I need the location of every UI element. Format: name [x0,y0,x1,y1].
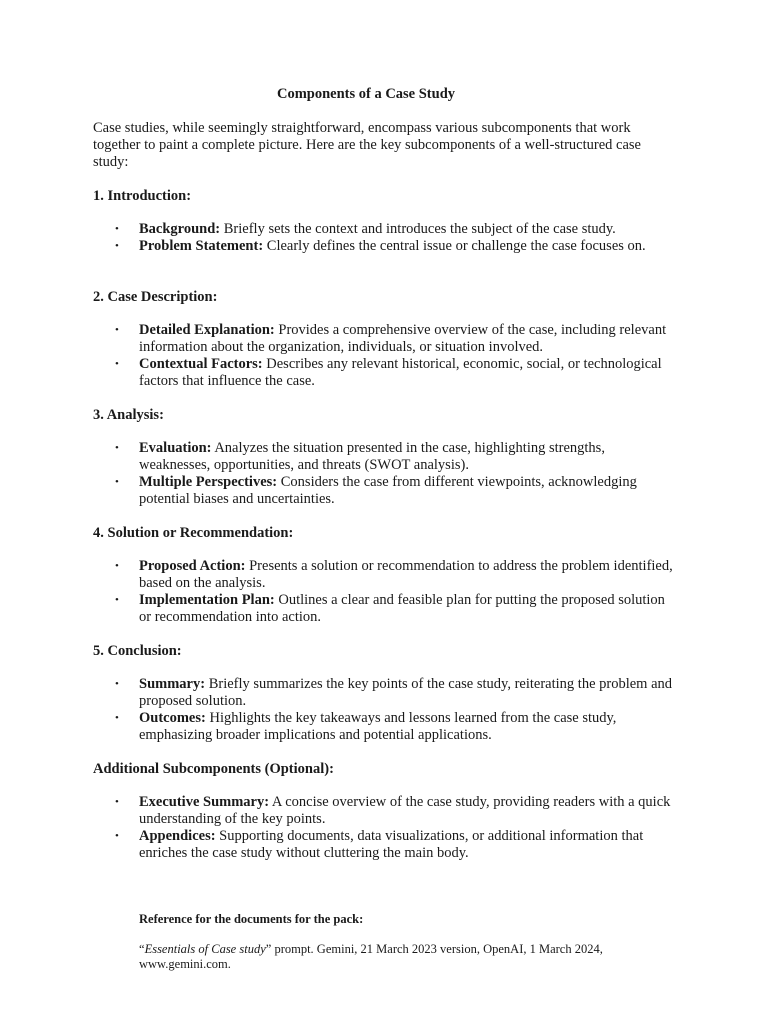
item-term: Executive Summary: [139,794,270,810]
item-term: Problem Statement: [139,238,264,254]
item-term: Proposed Action: [139,558,246,574]
citation-rest: prompt. Gemini, 21 March 2023 version, OpenAI, 1 March 2024, www.gemini.com. [139,942,603,971]
item-text: Provides a comprehensive overview of the case, including relevant information about the organization, individuals, or situation involved. [139,322,667,355]
bullet-icon: • [115,240,119,252]
item-text: Presents a solution or recommendation to address the problem identified, based on the analysis. [139,558,673,591]
list-item [115,440,679,474]
item-text: Briefly sets the context and introduces the subject of the case study. [220,221,616,237]
section-heading: 1. Introduction: [93,188,192,204]
bullet-icon: • [115,358,119,370]
item-text: A concise overview of the case study, providing readers with a quick understanding of the key points. [139,794,671,827]
bullet-icon: • [115,712,119,724]
item-text: Considers the case from different viewpoints, acknowledging potential biases and uncertainties. [139,474,637,507]
list-item [115,592,679,626]
bullet-icon: • [115,476,119,488]
close-quote: ” [265,942,272,956]
item-text: Highlights the key takeaways and lessons learned from the case study, emphasizing broader implications and potential applications. [139,710,617,743]
section-list [115,221,679,255]
item-term: Background: [139,221,221,237]
item-term: Multiple Perspectives: [139,474,278,490]
list-item [115,474,679,508]
item-term: Appendices: [139,828,216,844]
list-item [115,356,679,390]
item-text: Analyzes the situation presented in the case, highlighting strengths, weaknesses, opportunities, and threats (SWOT analysis). [139,440,605,473]
section-list [115,558,679,626]
list-item [115,676,679,710]
list-item [115,710,679,744]
item-term: Detailed Explanation: [139,322,275,338]
item-text: Clearly defines the central issue or challenge the case focuses on. [263,238,646,254]
section-list [115,440,679,508]
section-heading: 2. Case Description: [93,289,218,305]
intro-paragraph: Case studies, while seemingly straightforward, encompass various subcomponents that work together to paint a complete picture. Here are the key subcomponents of a well-structured case study: [93,120,641,170]
item-term: Contextual Factors: [139,356,263,372]
list-item [115,238,679,255]
bullet-icon: • [115,324,119,336]
section-heading: 4. Solution or Recommendation: [93,525,294,541]
item-text: Outlines a clear and feasible plan for putting the proposed solution or recommendation into action. [139,592,665,625]
bullet-icon: • [115,223,119,235]
item-term: Evaluation: [139,440,212,456]
section-list [115,322,679,390]
list-item [115,221,679,238]
item-term: Implementation Plan: [139,592,275,608]
citation-title: Essentials of Case study [144,942,266,956]
section-heading: Additional Subcomponents (Optional): [93,761,334,777]
section-heading: 3. Analysis: [93,407,164,423]
document-title: Components of a Case Study [276,86,456,102]
open-quote: “ [139,942,145,956]
list-item [115,828,679,862]
item-text: Describes any relevant historical, economic, social, or technological factors that influence the case. [139,356,662,389]
bullet-icon: • [115,594,119,606]
list-item [115,322,679,356]
reference-label: Reference for the documents for the pack: [139,912,364,926]
list-item [115,558,679,592]
bullet-icon: • [115,560,119,572]
section-list [115,676,679,744]
bullet-icon: • [115,442,119,454]
section-heading: 5. Conclusion: [93,643,182,659]
reference-citation [139,942,639,972]
list-item [115,794,679,828]
item-text: Supporting documents, data visualizations, or additional information that enriches the case study without cluttering the main body. [139,828,644,861]
item-text: Briefly summarizes the key points of the case study, reiterating the problem and proposed solution. [139,676,673,709]
bullet-icon: • [115,830,119,842]
item-term: Outcomes: [139,710,206,726]
bullet-icon: • [115,678,119,690]
item-term: Summary: [139,676,206,692]
section-list [115,794,679,862]
bullet-icon: • [115,796,119,808]
